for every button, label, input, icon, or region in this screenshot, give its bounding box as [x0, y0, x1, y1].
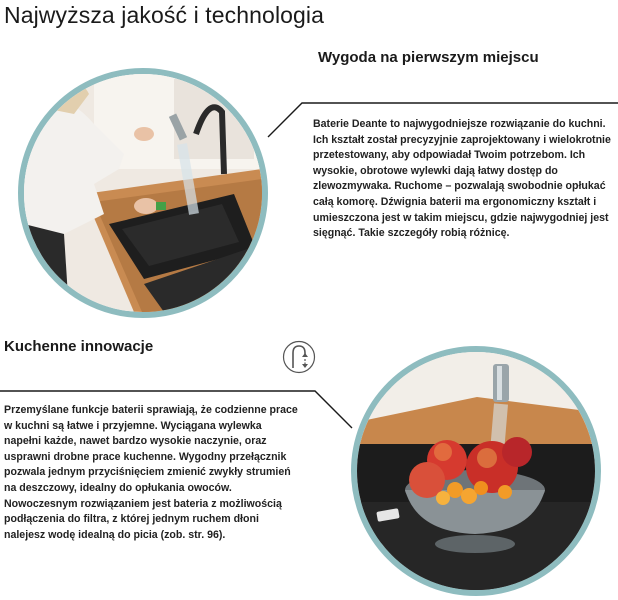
fruit-bowl-photo	[351, 346, 601, 596]
section1-heading: Wygoda na pierwszym miejscu	[318, 49, 539, 66]
section2-paragraph: Przemyślane funkcje baterii sprawiają, że codzienne prace w kuchni są łatwe i przyjemne. Wyciągana wylewka napełni każde, nawet bardzo wysokie naczynie, oraz usprawni drobne prace kuchenne. Wygodny przełącznik pozwala jednym przyciśnięciem zmienić zwykły strumień na deszczowy, idealny do opłukania owoców. Nowoczesnym rozwiązaniem jest bateria z możliwością podłączenia do filtra, z której jednym ruchem dłoni nalejesz wodę idealną do picia (zob. str. 96).	[4, 404, 298, 541]
pull-out-faucet-icon	[282, 340, 316, 374]
page-title: Najwyższa jakość i technologia	[4, 2, 325, 28]
section2-heading: Kuchenne innowacje	[4, 338, 154, 355]
section1-paragraph: Baterie Deante to najwygodniejsze rozwiązanie do kuchni. Ich kształt został precyzyjnie zaprojektowany i wielokrotnie przetestowany, aby odpowiadał Twoim potrzebom. Ich wysokie, obrotowe wylewki dają łatwy dostęp do zlewozmywaka. Ruchome – pozwalają swobodnie opłukać całą komorę. Dźwignia baterii ma ergonomiczny kształt i umieszczona jest w takim miejscu, gdzie najwygodniej jest sięgnąć. Takie szczegóły robią różnicę.	[313, 118, 611, 240]
kitchen-sink-photo	[18, 68, 268, 318]
